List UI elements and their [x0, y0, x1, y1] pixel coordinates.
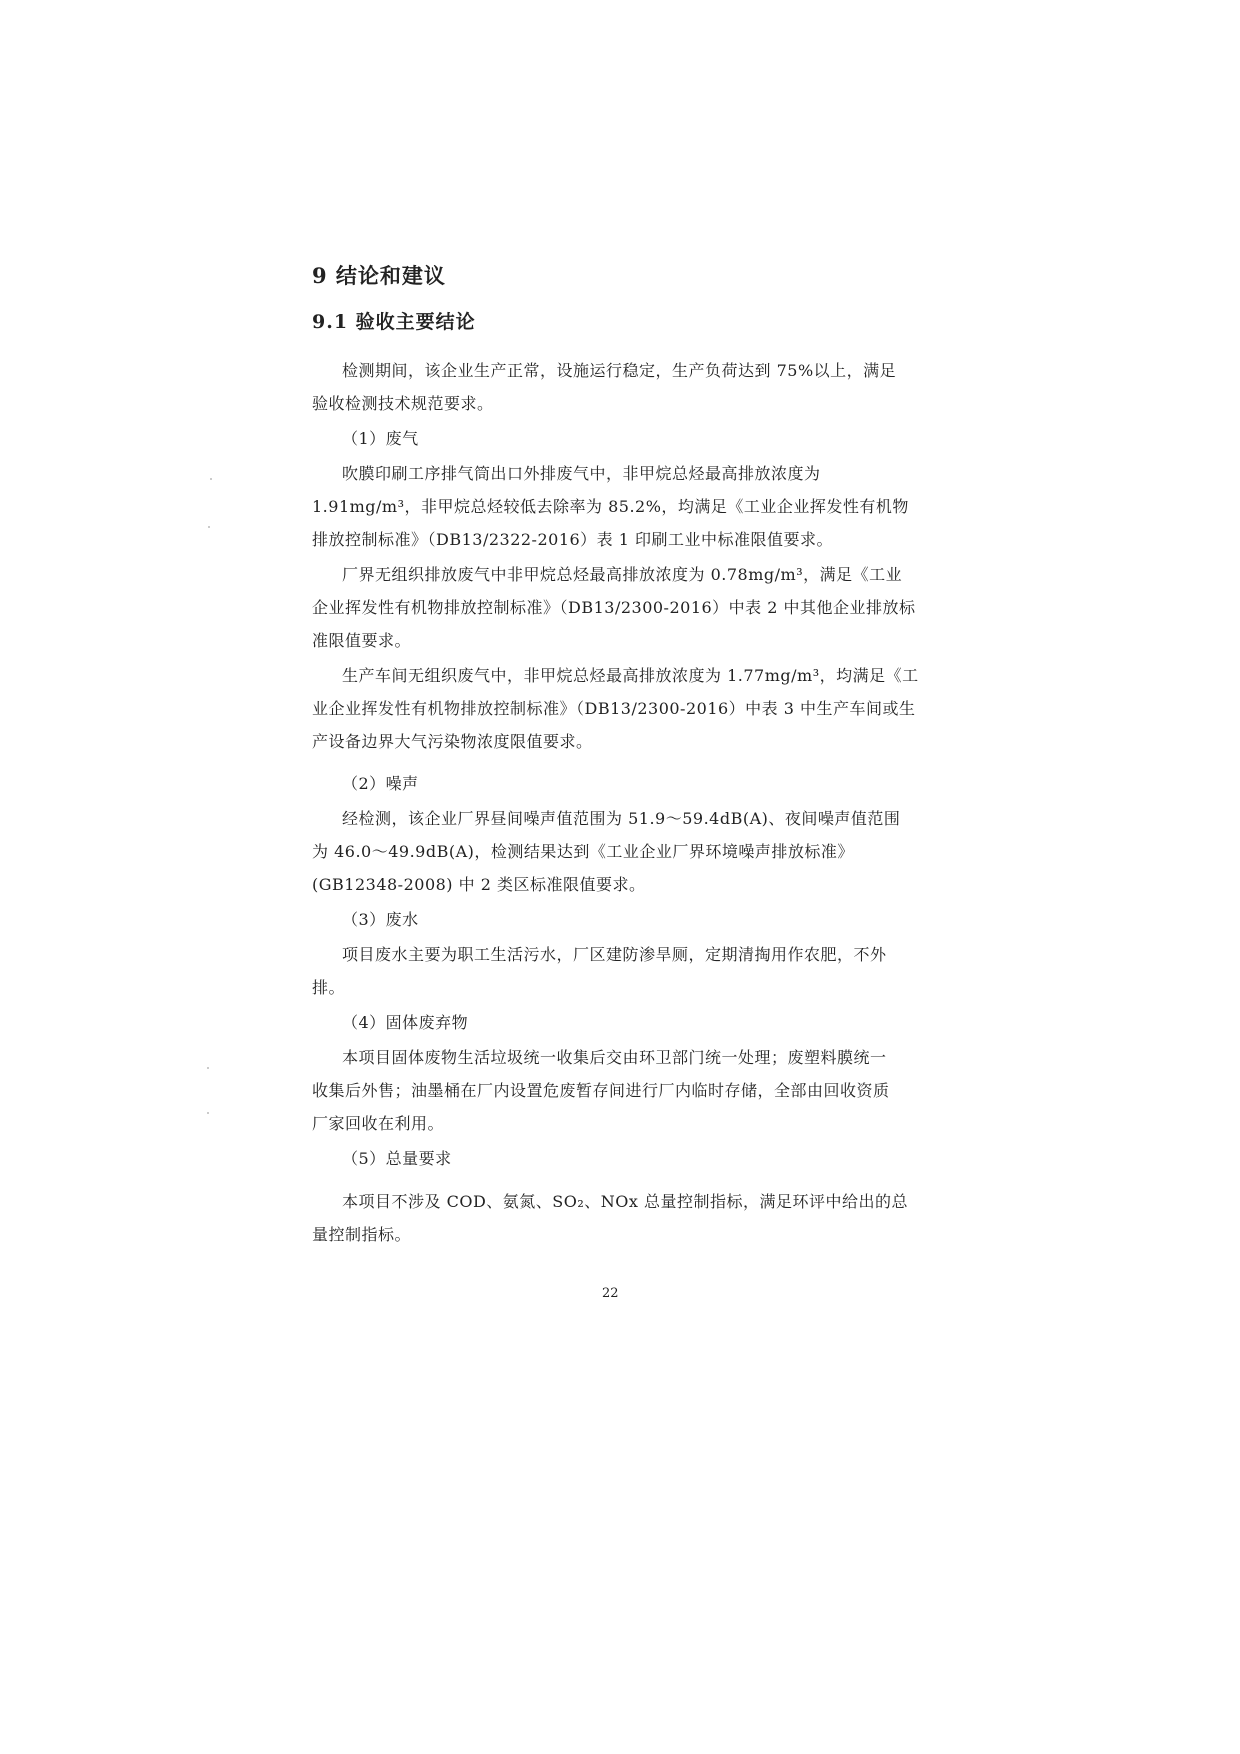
paragraph-line: 吹膜印刷工序排气筒出口外排废气中，非甲烷总烃最高排放浓度为 [342, 464, 821, 483]
paragraph-line: 厂界无组织排放废气中非甲烷总烃最高排放浓度为 0.78mg/m³，满足《工业 [342, 565, 903, 584]
subheading-noise: （2）噪声 [342, 774, 419, 793]
paragraph-line: 项目废水主要为职工生活污水，厂区建防渗旱厕，定期清掏用作农肥，不外 [342, 945, 887, 964]
scan-speck [210, 478, 212, 480]
paragraph-line: 本项目不涉及 COD、氨氮、SO₂、NOx 总量控制指标，满足环评中给出的总 [342, 1192, 908, 1211]
paragraph-line: 厂家回收在利用。 [312, 1114, 445, 1133]
paragraph-line: 排。 [312, 978, 346, 997]
paragraph-line: 本项目固体废物生活垃圾统一收集后交由环卫部门统一处理；废塑料膜统一 [342, 1048, 887, 1067]
subheading-wastewater: （3）废水 [342, 910, 419, 929]
paragraph-line: (GB12348-2008) 中 2 类区标准限值要求。 [312, 875, 646, 894]
subheading-exhaust-gas: （1）废气 [342, 429, 419, 448]
scan-speck [208, 526, 210, 528]
paragraph-line: 1.91mg/m³，非甲烷总烃较低去除率为 85.2%，均满足《工业企业挥发性有机物 [312, 497, 909, 516]
paragraph-line: 收集后外售；油墨桶在厂内设置危废暂存间进行厂内临时存储，全部由回收资质 [312, 1081, 890, 1100]
paragraph-line: 产设备边界大气污染物浓度限值要求。 [312, 732, 593, 751]
page-number: 22 [602, 1286, 619, 1301]
subheading-solid-waste: （4）固体废弃物 [342, 1013, 469, 1032]
paragraph-line: 准限值要求。 [312, 631, 412, 650]
paragraph-line: 企业挥发性有机物排放控制标准》（DB13/2300-2016）中表 2 中其他企业排放标 [312, 598, 916, 617]
paragraph-line: 排放控制标准》（DB13/2322-2016）表 1 印刷工业中标准限值要求。 [312, 530, 834, 549]
scan-speck [207, 1067, 209, 1069]
paragraph-line: 验收检测技术规范要求。 [312, 394, 494, 413]
scan-speck [207, 1112, 209, 1114]
paragraph-line: 为 46.0～49.9dB(A)，检测结果达到《工业企业厂界环境噪声排放标准》 [312, 842, 854, 861]
paragraph-line: 业企业挥发性有机物排放控制标准》（DB13/2300-2016）中表 3 中生产车间或生 [312, 699, 916, 718]
paragraph-line: 检测期间，该企业生产正常，设施运行稳定，生产负荷达到 75%以上，满足 [342, 361, 897, 380]
chapter-title: 9 结论和建议 [312, 263, 446, 288]
section-title: 9.1 验收主要结论 [312, 311, 476, 333]
paragraph-line: 生产车间无组织废气中，非甲烷总烃最高排放浓度为 1.77mg/m³，均满足《工 [342, 666, 919, 685]
subheading-total-quantity: （5）总量要求 [342, 1149, 452, 1168]
paragraph-line: 经检测，该企业厂界昼间噪声值范围为 51.9～59.4dB(A)、夜间噪声值范围 [342, 809, 901, 828]
paragraph-line: 量控制指标。 [312, 1225, 412, 1244]
